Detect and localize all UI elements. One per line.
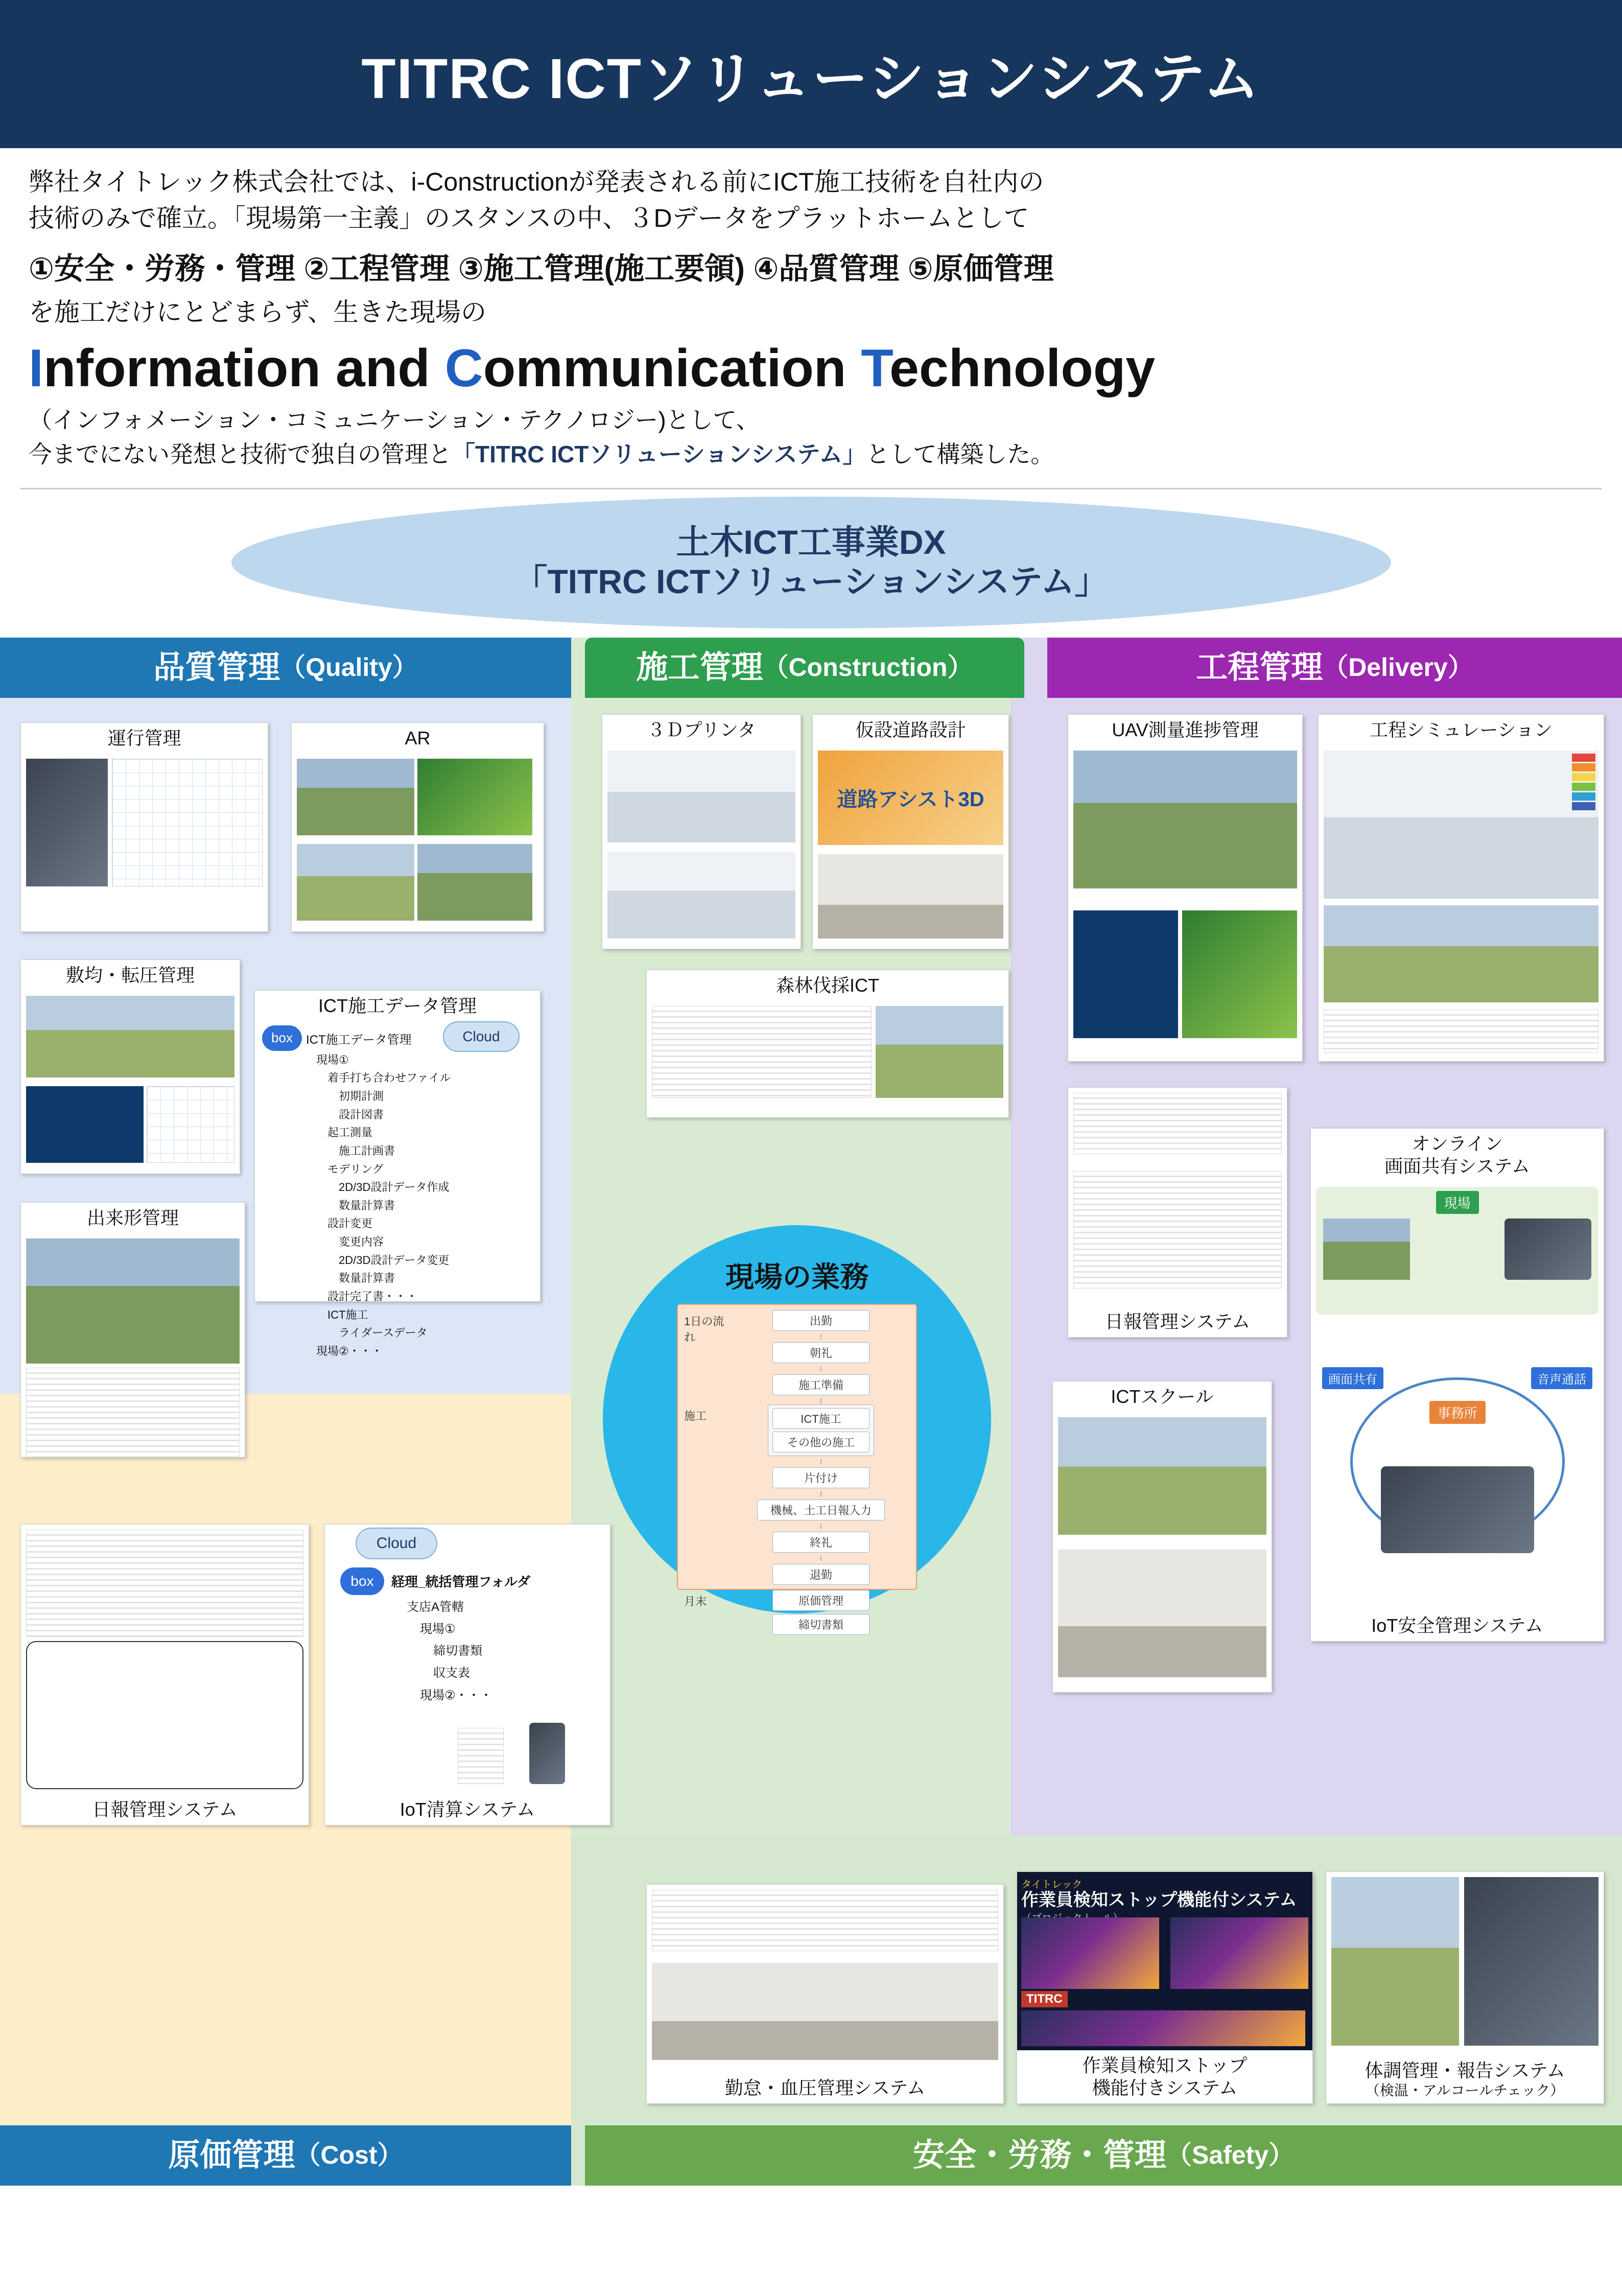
card-dekigata-label: 出来形管理 — [86, 1207, 179, 1228]
calculator-icon — [529, 1723, 565, 1784]
tree-item: 着手打ち合わせファイル — [327, 1071, 451, 1085]
flow-node: その他の施工 — [772, 1432, 869, 1452]
card-taichou[interactable] — [1326, 1871, 1604, 2104]
card-uav-label: UAV測量進捗管理 — [1112, 719, 1259, 740]
card-kintai-label: 勤怠・血圧管理システム — [724, 2077, 926, 2098]
photo-detection-right — [1170, 1917, 1308, 1989]
card-unko-kanri-label: 運行管理 — [107, 727, 181, 748]
tree-item: 数量計算書 — [339, 1272, 395, 1285]
flow-caption: 1日の流れ — [684, 1315, 724, 1344]
tab-safety[interactable] — [585, 2125, 1622, 2186]
photo-phone-app — [26, 1641, 303, 1789]
tab-safety-en: （Safety） — [1166, 2141, 1295, 2170]
card-ar-label: AR — [405, 727, 431, 748]
photo-ar-overlay — [417, 759, 532, 835]
card-nippo-kanri-cost[interactable] — [20, 1524, 309, 1825]
tree-item: 現場②・・・ — [316, 1344, 383, 1357]
card-uav[interactable] — [1068, 714, 1303, 1062]
tree-item: 現場① — [420, 1622, 456, 1636]
flow-node: 退勤 — [772, 1564, 869, 1585]
tab-delivery-en: （Delivery） — [1323, 653, 1473, 682]
solution-board — [0, 638, 1622, 2186]
screen-health-report-right — [1464, 1877, 1599, 2046]
photo-daily-table — [26, 1530, 303, 1637]
intro-note-system-name: 「TITRC ICTソリューションシステム」 — [452, 441, 866, 468]
card-online-share-label — [1311, 1129, 1604, 1182]
photo-office-measure — [652, 1963, 998, 2060]
photo-detection-left — [1021, 1917, 1159, 1989]
card-ict-sekou-data-label: ICT施工データ管理 — [318, 995, 477, 1016]
intro-lead-line1: 弊社タイトレック株式会社では、i-Constructionが発表される前にICT施工技術を自社内の — [29, 168, 1044, 196]
flow-work-label: 施工 — [684, 1409, 707, 1422]
flow-month-label: 月末 — [684, 1595, 707, 1608]
illustration-pc-worker — [1073, 1093, 1282, 1154]
page-title: TITRC ICTソリューションシステム — [361, 48, 1261, 110]
tree-item: 設計完了書・・・ — [327, 1290, 418, 1303]
diagram-share-loop — [1316, 1352, 1599, 1572]
photo-progress-map — [1182, 910, 1297, 1038]
tree-item: 支店A管轄 — [407, 1600, 464, 1614]
tree-item: ICT施工 — [327, 1308, 368, 1321]
box-logo: box — [262, 1025, 302, 1051]
flow-node: 締切書類 — [772, 1614, 869, 1635]
flow-node: 朝礼 — [772, 1342, 869, 1363]
tree-item: 変更内容 — [339, 1235, 384, 1248]
tab-cost[interactable] — [0, 2125, 571, 2186]
photo-route-map — [112, 759, 263, 886]
photo-worker-vr — [1323, 1219, 1410, 1280]
card-sagyouin-stop-label — [1017, 2050, 1312, 2103]
card-ar[interactable] — [291, 722, 544, 932]
card-online-share-label-l2: 画面共有システム — [1384, 1155, 1530, 1177]
tree-item: 2D/3D設計データ作成 — [339, 1181, 450, 1194]
photo-compaction-chart — [147, 1086, 234, 1163]
card-kasetsu-road-label: 仮設道路設計 — [855, 719, 966, 740]
photo-pointcloud-map — [1073, 910, 1178, 1038]
intro-ict-headline — [29, 338, 1593, 400]
photo-roller — [26, 996, 234, 1077]
photo-school-classroom — [1058, 1550, 1266, 1677]
card-iot-seisan-label: IoT清算システム — [399, 1798, 535, 1820]
tag-office: 事務所 — [1429, 1401, 1485, 1424]
card-ict-sekou-data[interactable] — [254, 990, 540, 1357]
chart-gantt — [1324, 1010, 1599, 1053]
ict-initial-t: T — [861, 339, 890, 398]
dx-banner — [231, 497, 1391, 628]
intro-note-part-c: として構築した。 — [866, 441, 1054, 468]
tree-item: 収支表 — [433, 1666, 470, 1680]
simulation-legend — [1572, 754, 1595, 810]
card-taichou-label-l1: 体調管理・報告システム — [1365, 2059, 1565, 2081]
page-title-bar — [0, 0, 1622, 148]
screen-attendance-form — [652, 1890, 998, 1951]
card-iot-anzen-label: IoT安全管理システム — [1371, 1614, 1543, 1636]
tab-construction-jp: 施工管理 — [636, 649, 763, 685]
center-circle — [603, 1225, 991, 1631]
diagram-flow-image — [652, 1006, 872, 1098]
tree-root-label: 経理_統括管理フォルダ — [391, 1574, 531, 1589]
banner-wrap — [0, 489, 1622, 638]
card-koutei-sim-label: 工程シミュレーション — [1370, 719, 1553, 740]
tab-delivery[interactable] — [1047, 638, 1622, 698]
intro-mid-line: を施工だけにとどまらず、生きた現場の — [29, 298, 486, 326]
tab-quality[interactable] — [0, 638, 571, 698]
photo-road-design-pc — [818, 854, 1003, 939]
tab-construction[interactable] — [585, 638, 1024, 698]
poster-logo: TITRC — [1021, 1991, 1068, 2007]
card-sagyouin-stop[interactable] — [1017, 1871, 1313, 2104]
tab-cost-en: （Cost） — [295, 2141, 403, 2170]
screen-daily-report — [1073, 1171, 1282, 1288]
card-nippo-kanri-cost-label: 日報管理システム — [92, 1798, 238, 1820]
photo-compaction-map — [26, 1086, 144, 1163]
tag-site: 現場 — [1436, 1191, 1478, 1214]
photo-forest-work — [876, 1006, 1003, 1098]
banner-line2: 「TITRC ICTソリューションシステム」 — [513, 562, 1109, 600]
tab-construction-en: （Construction） — [763, 653, 973, 682]
photo-drone-survey — [26, 1238, 240, 1364]
tree-item: 現場① — [316, 1053, 349, 1066]
photo-site-overlay — [1324, 905, 1599, 1002]
photo-3d-terrain-model — [607, 751, 795, 842]
flow-node: 片付け — [772, 1467, 869, 1488]
tag-screen-share: 画面共有 — [1322, 1367, 1383, 1389]
ict-initial-i: I — [29, 339, 43, 398]
card-shikin-tenatsu-label: 敷均・転圧管理 — [65, 964, 195, 986]
card-taichou-label-l2: （検温・アルコールチェック） — [1365, 2082, 1565, 2098]
tree-item: 2D/3D設計データ変更 — [339, 1253, 450, 1267]
logo-road-assist: 道路アシスト3D — [818, 751, 1003, 845]
photo-detection-wide — [1021, 2010, 1305, 2046]
flow-node: 終礼 — [772, 1532, 869, 1553]
intro-section — [0, 148, 1622, 479]
card-printer3d-label: ３Ｄプリンタ — [647, 719, 756, 740]
card-printer3d[interactable] — [602, 714, 801, 949]
tag-voice-call: 音声通話 — [1531, 1367, 1592, 1389]
tree-item: 初期計測 — [339, 1090, 384, 1103]
illustration-meeting — [1381, 1466, 1534, 1553]
card-online-share[interactable] — [1310, 1128, 1604, 1642]
intro-note-line2 — [29, 439, 1593, 471]
card-ict-school-label: ICTスクール — [1111, 1386, 1214, 1407]
photo-tablet-site — [1505, 1219, 1591, 1280]
card-ict-school[interactable] — [1052, 1381, 1272, 1693]
card-sagyouin-stop-label-l2: 機能付きシステム — [1092, 2077, 1238, 2098]
tree-root-label: ICT施工データ管理 — [306, 1033, 412, 1047]
card-sagyouin-stop-label-l1: 作業員検知ストップ — [1082, 2055, 1248, 2076]
flow-node: 原価管理 — [772, 1590, 869, 1611]
tree-item: 数量計算書 — [339, 1199, 395, 1212]
photo-ar-field — [297, 844, 414, 921]
intro-note-line1: （インフォメーション・コミュニケーション・テクノロジー)として、 — [29, 406, 760, 433]
tree-item: 締切書類 — [433, 1644, 482, 1658]
circle-title: 現場の業務 — [725, 1260, 868, 1293]
card-koutei-sim[interactable] — [1318, 714, 1604, 1062]
card-shinrin[interactable] — [646, 970, 1009, 1118]
photo-school-field — [1058, 1417, 1266, 1535]
banner-line1: 土木ICT工事業DX — [676, 523, 946, 561]
ict-initial-c: C — [444, 339, 483, 398]
flow-node: 施工準備 — [772, 1374, 869, 1395]
tab-cost-jp: 原価管理 — [168, 2137, 295, 2173]
ict-word-communication: ommunication — [483, 339, 861, 398]
screen-health-report-left — [1331, 1877, 1459, 2046]
ict-word-technology: echnology — [889, 339, 1156, 398]
tree-item: 施工計画書 — [339, 1144, 395, 1157]
card-nippo-delivery-label: 日報管理システム — [1104, 1310, 1251, 1332]
photo-3d-printed-parts — [607, 852, 795, 939]
intro-lead-line2: 技術のみで確立。「現場第一主義」のスタンスの中、３Dデータをプラットホームとして — [29, 204, 1029, 232]
flow-node: 出勤 — [772, 1310, 869, 1331]
photo-dekigata-report — [26, 1368, 240, 1457]
daily-flow-diagram — [677, 1304, 917, 1631]
card-taichou-label — [1326, 2055, 1604, 2103]
intro-numbered-items: ①安全・労務・管理 ②工程管理 ③施工管理(施工要領) ④品質管理 ⑤原価管理 — [29, 252, 1054, 286]
tree-item: 起工測量 — [327, 1126, 373, 1139]
photo-tablet — [26, 759, 108, 886]
tree-item: 設計変更 — [327, 1217, 373, 1230]
flow-work-group — [768, 1404, 874, 1456]
photo-bridge-simulation — [1324, 751, 1599, 899]
card-shinrin-label: 森林伐採ICT — [776, 974, 879, 996]
tab-quality-jp: 品質管理 — [153, 649, 280, 685]
diagram-site-box — [1316, 1187, 1599, 1315]
card-shikin-tenatsu[interactable] — [20, 959, 240, 1174]
flow-node: ICT施工 — [772, 1408, 869, 1429]
poster-brand: タイトレック — [1021, 1879, 1083, 1890]
ict-word-information: nformation and — [43, 339, 445, 398]
cloud-icon: Cloud — [356, 1528, 437, 1559]
photo-uav-survey — [1073, 751, 1297, 888]
intro-note-part-a: 今までにない発想と技術で独自の管理と — [29, 441, 452, 468]
photo-ar-tablet — [297, 759, 414, 835]
flow-node: 機械、土工日報入力 — [757, 1500, 885, 1520]
tree-item: 設計図書 — [339, 1108, 384, 1121]
tab-safety-jp: 安全・労務・管理 — [912, 2137, 1166, 2173]
tree-item: 現場②・・・ — [420, 1688, 492, 1702]
tab-quality-en: （Quality） — [280, 653, 418, 682]
tree-item: モデリング — [327, 1162, 384, 1176]
tree-item: ライダースデータ — [339, 1326, 428, 1340]
card-kintai[interactable] — [646, 1884, 1004, 2104]
poster-title: 作業員検知ストップ機能付システム — [1021, 1890, 1297, 1910]
card-online-share-label-l1: オンライン — [1412, 1133, 1503, 1154]
card-nippo-delivery[interactable] — [1068, 1087, 1287, 1338]
cloud-icon: Cloud — [443, 1021, 520, 1052]
tab-delivery-jp: 工程管理 — [1196, 649, 1323, 685]
card-unko-kanri[interactable] — [20, 722, 268, 932]
box-logo: box — [340, 1567, 384, 1595]
photo-ar-stake — [417, 844, 532, 921]
folder-tree — [316, 1051, 521, 1361]
folder-tree — [407, 1596, 492, 1706]
card-kasetsu-road[interactable] — [812, 714, 1009, 949]
icon-document — [458, 1728, 504, 1784]
card-dekigata[interactable] — [20, 1202, 245, 1458]
card-iot-seisan[interactable] — [324, 1524, 610, 1825]
